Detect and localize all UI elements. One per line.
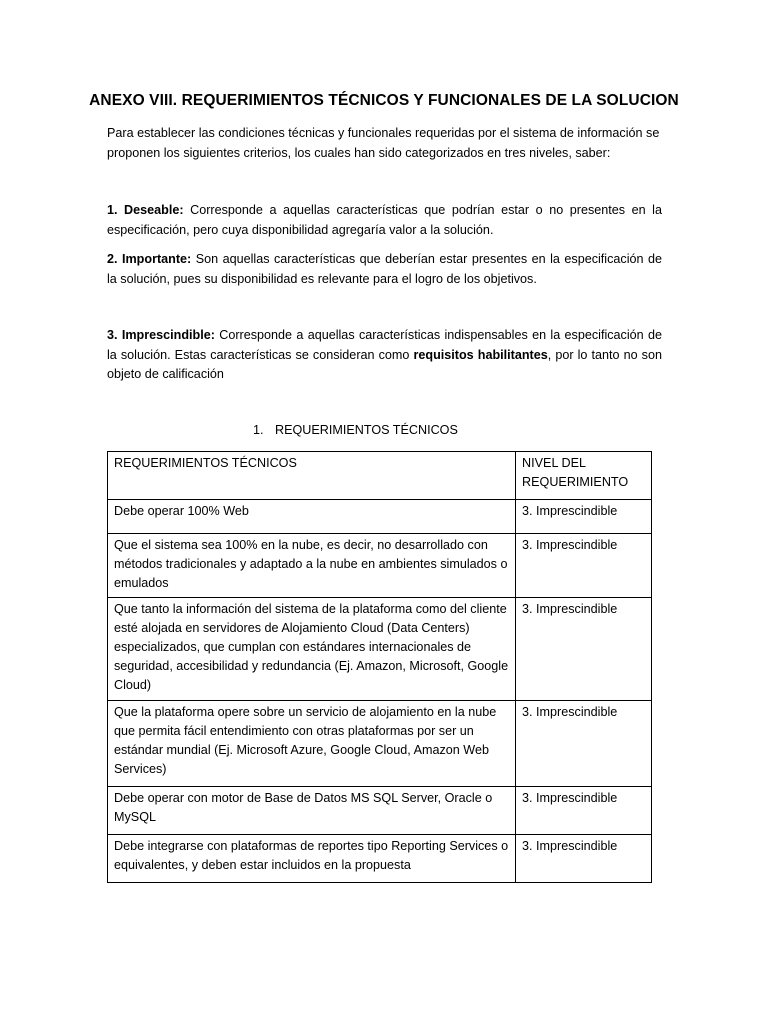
requirement-cell: Que el sistema sea 100% en la nube, es decir, no desarrollado con métodos tradicionales y adaptado a la nube en ambientes simulados o emulados xyxy=(108,534,516,598)
header-level: NIVEL DEL REQUERIMIENTO xyxy=(516,452,652,500)
table-row xyxy=(108,534,652,598)
level-cell: 3. Imprescindible xyxy=(516,598,652,701)
document-title: ANEXO VIII. REQUERIMIENTOS TÉCNICOS Y FUNCIONALES DE LA SOLUCION xyxy=(89,92,679,109)
criterion-text-end: , por lo tanto no son objeto de calificación xyxy=(107,347,662,381)
section-heading xyxy=(253,423,458,437)
criterion-label: 1. Deseable: xyxy=(107,203,184,217)
section-title: REQUERIMIENTOS TÉCNICOS xyxy=(275,423,458,437)
level-cell: 3. Imprescindible xyxy=(516,835,652,883)
table-row xyxy=(108,835,652,883)
level-cell: 3. Imprescindible xyxy=(516,787,652,835)
criterion-text: Corresponde a aquellas características que podrían estar o no presentes en la especificación, pero cuya disponibilidad agregaría valor a la solución. xyxy=(107,203,662,237)
intro-paragraph: Para establecer las condiciones técnicas y funcionales requeridas por el sistema de información se proponen los siguientes criterios, los cuales han sido categorizados en tres niveles, saber: xyxy=(107,126,660,160)
table-header-row xyxy=(108,452,652,500)
level-cell: 3. Imprescindible xyxy=(516,500,652,534)
criterion-importante xyxy=(107,250,662,289)
criterion-text: Son aquellas características que deberían estar presentes en la especificación de la solución, pues su disponibilidad es relevante para el logro de los objetivos. xyxy=(107,252,662,286)
header-requirements: REQUERIMIENTOS TÉCNICOS xyxy=(108,452,516,500)
criterion-label: 2. Importante: xyxy=(107,252,192,266)
criterion-imprescindible xyxy=(107,326,662,385)
requirement-cell: Debe operar 100% Web xyxy=(108,500,516,534)
criterion-label: 3. Imprescindible: xyxy=(107,328,215,342)
requirements-table xyxy=(107,451,652,883)
requirement-cell: Debe integrarse con plataformas de reportes tipo Reporting Services o equivalentes, y deben estar incluidos en la propuesta xyxy=(108,835,516,883)
table-row xyxy=(108,701,652,787)
table-row xyxy=(108,787,652,835)
table-row xyxy=(108,598,652,701)
criterion-emphasis: requisitos habilitantes xyxy=(413,347,548,362)
criterion-deseable xyxy=(107,201,662,240)
requirement-cell: Que la plataforma opere sobre un servicio de alojamiento en la nube que permita fácil entendimiento con otras plataformas por ser un estándar mundial (Ej. Microsoft Azure, Google Cloud, Amazon Web Services) xyxy=(108,701,516,787)
level-cell: 3. Imprescindible xyxy=(516,701,652,787)
table-row xyxy=(108,500,652,534)
criterion-text: Corresponde a aquellas características indispensables en la especificación de la solución. Estas características se consideran como xyxy=(107,328,662,362)
section-number: 1. xyxy=(253,423,264,437)
requirement-cell: Debe operar con motor de Base de Datos MS SQL Server, Oracle o MySQL xyxy=(108,787,516,835)
level-cell: 3. Imprescindible xyxy=(516,534,652,598)
requirement-cell: Que tanto la información del sistema de la plataforma como del cliente esté alojada en servidores de Alojamiento Cloud (Data Centers) especializados, que cumplan con estándares internacionales de seguridad, accesibilidad y redundancia (Ej. Amazon, Microsoft, Google Cloud) xyxy=(108,598,516,701)
